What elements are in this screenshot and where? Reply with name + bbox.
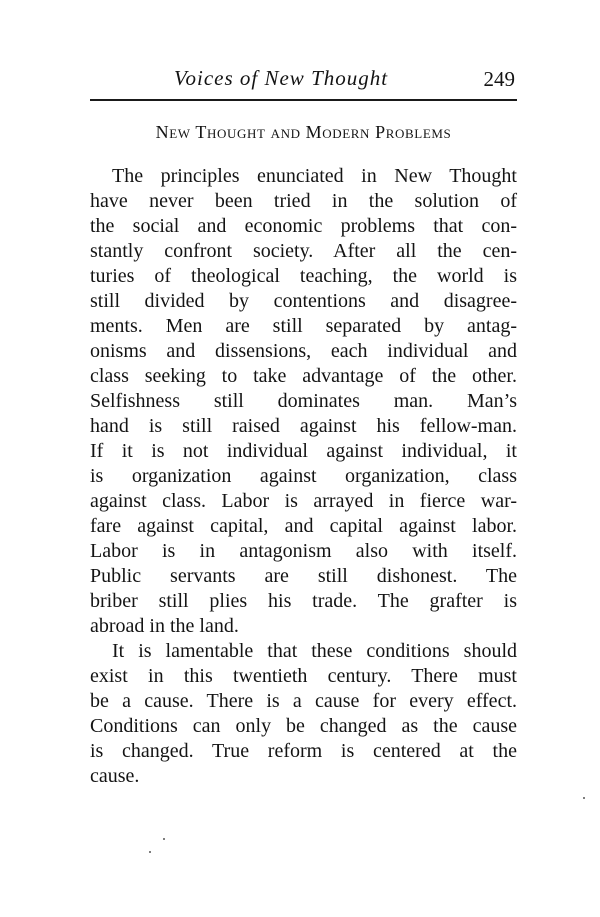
text-line: stantly confront society. After all the cen- — [90, 240, 517, 262]
text-line: Conditions can only be changed as the cause — [90, 715, 517, 737]
text-line: still divided by contentions and disagree- — [90, 290, 517, 312]
text-line: turies of theological teaching, the world is — [90, 265, 517, 287]
paper-speck — [149, 851, 151, 853]
text-line: Public servants are still dishonest. The — [90, 565, 517, 587]
text-line: is organization against organization, class — [90, 465, 517, 487]
text-line: Labor is in antagonism also with itself. — [90, 540, 517, 562]
text-line: have never been tried in the solution of — [90, 190, 517, 212]
text-line: exist in this twentieth century. There must — [90, 665, 517, 687]
text-line: It is lamentable that these conditions should — [112, 640, 517, 662]
body-text — [90, 164, 517, 789]
text-line: is changed. True reform is centered at the — [90, 740, 517, 762]
header-rule — [90, 99, 517, 101]
chapter-heading: New Thought and Modern Problems — [155, 122, 452, 142]
text-line: cause. — [90, 765, 140, 787]
text-line: class seeking to take advantage of the other. — [90, 365, 517, 387]
text-line: Selfishness still dominates man. Man’s — [90, 390, 517, 412]
text-line: the social and economic problems that con- — [90, 215, 517, 237]
text-line: onisms and dissensions, each individual and — [90, 340, 517, 362]
text-line: fare against capital, and capital against labor. — [90, 515, 517, 537]
running-title: Voices of New Thought — [174, 66, 389, 90]
text-line: hand is still raised against his fellow-man. — [90, 415, 517, 437]
text-line: against class. Labor is arrayed in fierce war- — [90, 490, 517, 512]
text-line: briber still plies his trade. The grafter is — [90, 590, 517, 612]
text-line: If it is not individual against individual, it — [90, 440, 517, 462]
text-line: The principles enunciated in New Thought — [112, 165, 517, 187]
text-line: abroad in the land. — [90, 615, 239, 637]
running-head — [90, 66, 517, 98]
text-line: ments. Men are still separated by antag- — [90, 315, 517, 337]
paper-speck — [163, 838, 165, 840]
text-line: be a cause. There is a cause for every effect. — [90, 690, 517, 712]
page-number: 249 — [483, 67, 515, 91]
paper-speck — [583, 797, 585, 799]
